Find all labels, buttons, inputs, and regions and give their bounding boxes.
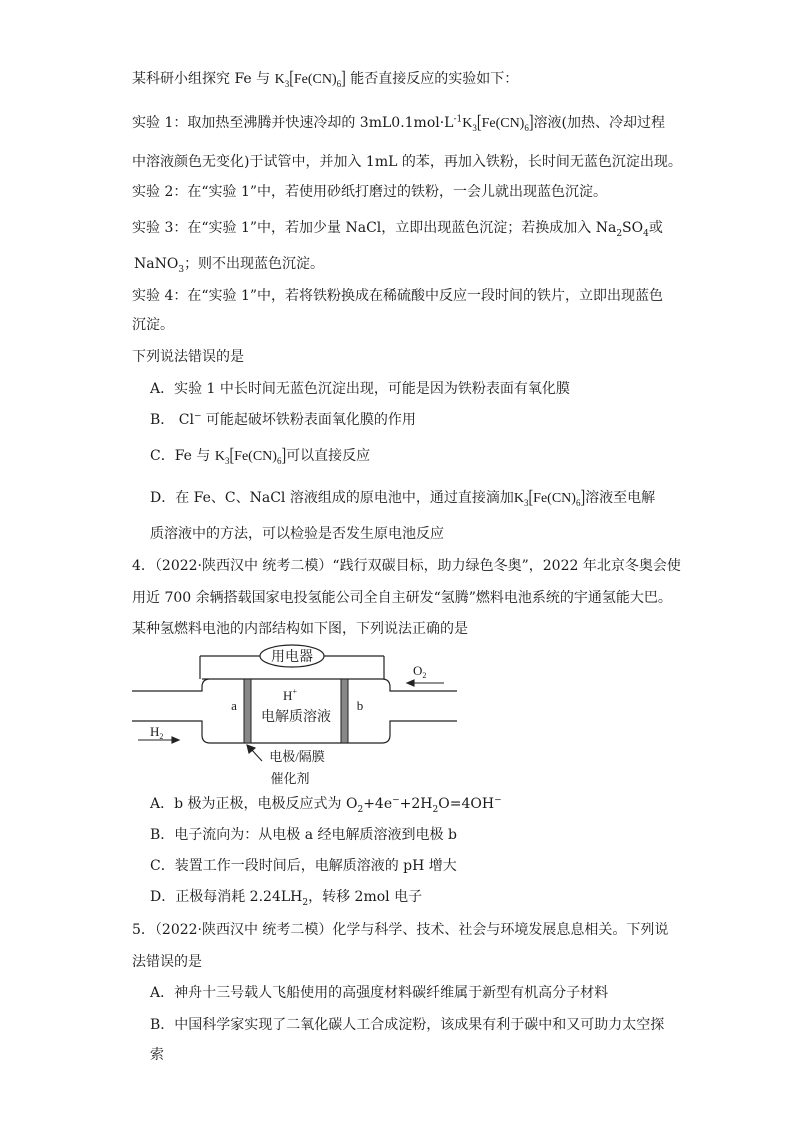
q5-option-b-line2: 索 xyxy=(150,1047,164,1063)
intro-text-post: 能否直接反应的实验如下： xyxy=(350,71,519,87)
exp1-line1 xyxy=(132,114,665,133)
q5-line1: 5．（2022·陕西汉中 统考二模）化学与科学、技术、社会与环境发展息息相关。下列说 xyxy=(132,922,669,938)
q4-line2: 用近 700 余辆搭载国家电投氢能公司全自主研发“氢腾”燃料电池系统的宇通氢能大巴。 xyxy=(132,590,672,606)
electrode-b xyxy=(341,679,348,743)
intro-text-pre: 某科研小组探究 Fe 与 xyxy=(132,71,271,87)
q4-option-b: B．电子流向为：从电极 a 经电解质溶液到电极 b xyxy=(150,827,457,843)
electrolyte-label: 电解质溶液 xyxy=(261,710,331,725)
q3-option-a: A．实验 1 中长时间无蓝色沉淀出现，可能是因为铁粉表面有氧化膜 xyxy=(150,381,570,397)
electrode-a xyxy=(244,679,251,743)
exp2-line: 实验 2：在“实验 1”中，若使用砂纸打磨过的铁粉，一会儿就出现蓝色沉淀。 xyxy=(132,184,608,200)
q3-option-d: D．在 Fe、C、NaCl 溶液组成的原电池中，通过直接滴加$K_3[Fe(CN)_6]$溶液至电解 xyxy=(150,488,656,509)
q4-option-d: D．正极每消耗 $2.24LH_2$，转移 2mol 电子 xyxy=(150,889,423,908)
electrode-b-label: b xyxy=(356,698,364,713)
caption-catalyst: 催化剂 xyxy=(270,771,310,786)
electrode-a-label: a xyxy=(231,698,237,713)
caption-electrode: 电极/隔膜 xyxy=(269,749,325,764)
q4-line1: 4．（2022·陕西汉中 统考二模）“践行双碳目标，助力绿色冬奥”，2022 年北京冬奥会使 xyxy=(132,558,681,574)
exp1-sup: -1 xyxy=(453,114,463,125)
q3-option-b: B． Cl− 可能起破坏铁粉表面氧化膜的作用 xyxy=(150,411,416,428)
q5-option-b: B．中国科学家实现了二氧化碳人工合成淀粉，该成果有利于碳中和又可助力太空探 xyxy=(150,1017,665,1033)
q4-line3: 某种氢燃料电池的内部结构如下图，下列说法正确的是 xyxy=(132,621,468,637)
complex-formula: $K_3[Fe(CN)_6]$ xyxy=(513,488,586,509)
q5-line2: 法错误的是 xyxy=(132,954,202,970)
q3-stem: 下列说法错误的是 xyxy=(132,349,244,365)
device-label: 用电器 xyxy=(271,650,313,665)
exp4-line1: 实验 4：在“实验 1”中，若将铁粉换成在稀硫酸中反应一段时间的铁片，立即出现蓝色 xyxy=(132,288,664,304)
complex-formula: $K_3[Fe(CN)_6]$ xyxy=(214,446,287,467)
exp3-line1: 实验 3：在“实验 1”中，若加少量 NaCl，立即出现蓝色沉淀；若换成加入 $Na_2SO_4$或 xyxy=(132,220,663,239)
complex-formula: $K_3[Fe(CN)_6]$ xyxy=(274,69,346,90)
exp3-line2: NaNO$_3$；则不出现蓝色沉淀。 xyxy=(134,256,325,275)
ion-label: H+ xyxy=(283,687,297,703)
q4-option-a: A．b 极为正极，电极反应式为 $O_2+4e^-+2H_2O=4OH^-$ xyxy=(150,795,502,815)
q3-option-c: C．Fe 与 $K_3[Fe(CN)_6]$可以直接反应 xyxy=(150,446,371,467)
o2-label: $O_2$ xyxy=(413,663,427,680)
exp4-line2: 沉淀。 xyxy=(132,317,174,333)
q5-option-a: A．神舟十三号载人飞船使用的高强度材料碳纤维属于新型有机高分子材料 xyxy=(150,985,609,1001)
fuel-cell-diagram xyxy=(132,643,462,793)
h2-label: $H_2$ xyxy=(150,724,164,741)
intro-line xyxy=(132,70,518,89)
q3-option-d-line2: 质溶液中的方法，可以检验是否发生原电池反应 xyxy=(150,526,444,542)
exp1-text-post: 溶液(加热、冷却过程 xyxy=(533,115,665,131)
exp1-text-pre: 实验 1：取加热至沸腾并快速冷却的 3mL0.1mol·L xyxy=(132,115,454,131)
exp1-line2: 中溶液颜色无变化)于试管中，并加入 1mL 的苯，再加入铁粉，长时间无蓝色沉淀出现。 xyxy=(132,154,682,170)
q4-option-c: C．装置工作一段时间后，电解质溶液的 pH 增大 xyxy=(150,858,457,874)
complex-formula: $K_3[Fe(CN)_6]$ xyxy=(462,113,534,134)
